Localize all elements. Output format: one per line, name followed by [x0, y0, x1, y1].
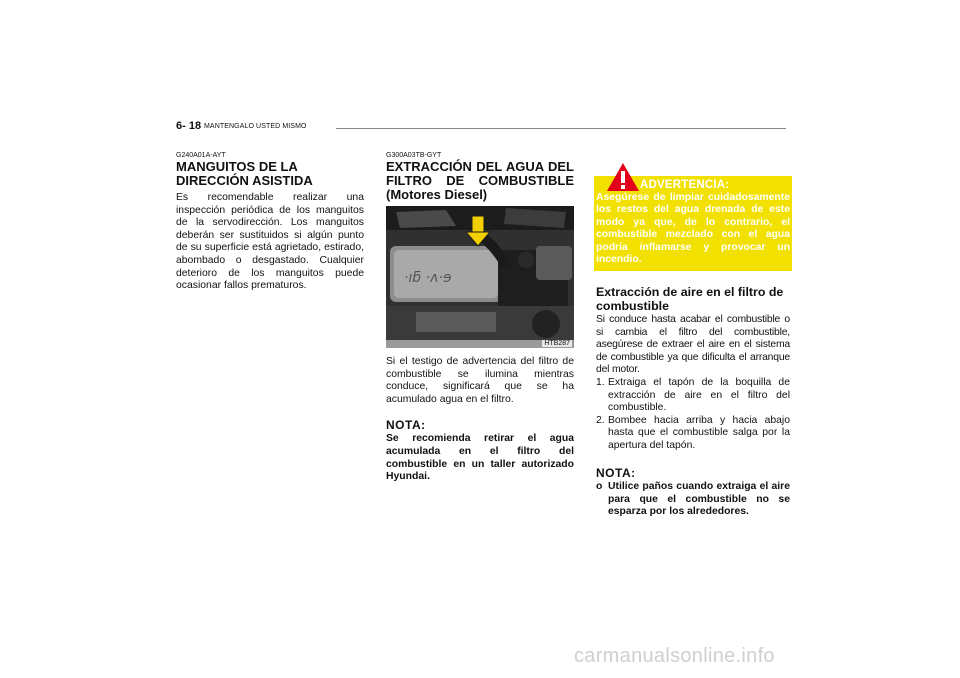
page-number: 6- 18 [176, 120, 202, 132]
list-item-text: Bombee hacia arriba y hacia abajo hasta que el combustible salga por la apertura del tapón. [608, 414, 790, 451]
svg-text:·ıƃ ·ʌ·ɘ: ·ıƃ ·ʌ·ɘ [404, 270, 452, 286]
header-rule [336, 128, 786, 129]
steps-list [596, 377, 790, 453]
list-marker: o [596, 481, 603, 492]
warning-box [594, 176, 792, 271]
list-marker: 2. [596, 414, 605, 426]
section-air-bleeding [596, 314, 790, 453]
section-heading: EXTRACCIÓN DEL AGUA DEL FILTRO DE COMBUSTIBLE [386, 159, 574, 188]
section-body: Es recomendable realizar una inspección periódica de los manguitos de la servodirección. Los manguitos deberán ser sustituidos si algún punto de su superficie está agrietado, estirado, abombado o desgastado. Cualquier deterioro de los manguitos puede ocasionar fallos prematuros. [176, 192, 364, 292]
list-item [596, 481, 790, 519]
watermark: carmanualsonline.info [574, 645, 775, 667]
list-item [596, 377, 790, 415]
page-header [176, 120, 786, 136]
image-code: HTB287 [544, 340, 570, 347]
section-heading: MANGUITOS DE LA DIRECCIÓN ASISTIDA [176, 159, 313, 188]
section-code: G240A01A-AYT [176, 152, 226, 159]
note-heading: NOTA: [386, 418, 426, 433]
list-item-text: Extraiga el tapón de la boquilla de extracción de aire en el filtro del combustible. [608, 376, 790, 414]
section-fuel-filter-water [386, 152, 574, 484]
list-marker: 1. [596, 376, 605, 388]
note-list [596, 481, 790, 519]
section-heading: Extracción de aire en el filtro de combustible [596, 285, 784, 313]
list-item-text: Utilice paños cuando extraiga el aire para que el combustible no se esparza por los alrededores. [608, 481, 790, 518]
warning-title: ADVERTENCIA: [640, 179, 730, 191]
section-subheading: (Motores Diesel) [386, 187, 488, 202]
engine-photo [386, 206, 574, 348]
note-body: Se recomienda retirar el agua acumulada en el filtro del combustible en un taller autorizado Hyundai. [386, 433, 574, 483]
list-item [596, 415, 790, 453]
engine-photo-illustration [386, 206, 574, 348]
section-power-steering-hoses [176, 152, 364, 293]
section-body: Si el testigo de advertencia del filtro de combustible se ilumina mientras conduce, significará que se ha acumulado agua en el filtro. [386, 356, 574, 405]
section-code: G300A03TB-GYT [386, 152, 442, 159]
note-heading: NOTA: [596, 466, 636, 480]
warning-triangle-icon [606, 162, 640, 192]
note-block [596, 466, 790, 519]
section-body: Si conduce hasta acabar el combustible o si cambia el filtro del combustible, asegúrese de extraer el aire en el sistema de combustible ya que dificulta el arranque del motor. [596, 314, 790, 376]
warning-text: Asegúrese de limpiar cuidadosamente los restos del agua drenada de este modo ya que, de lo contrario, el combustible mezclado con el agua podría inflamarse y provocar un incendio. [596, 192, 790, 266]
section-title: MANTENGALO USTED MISMO [204, 123, 307, 130]
